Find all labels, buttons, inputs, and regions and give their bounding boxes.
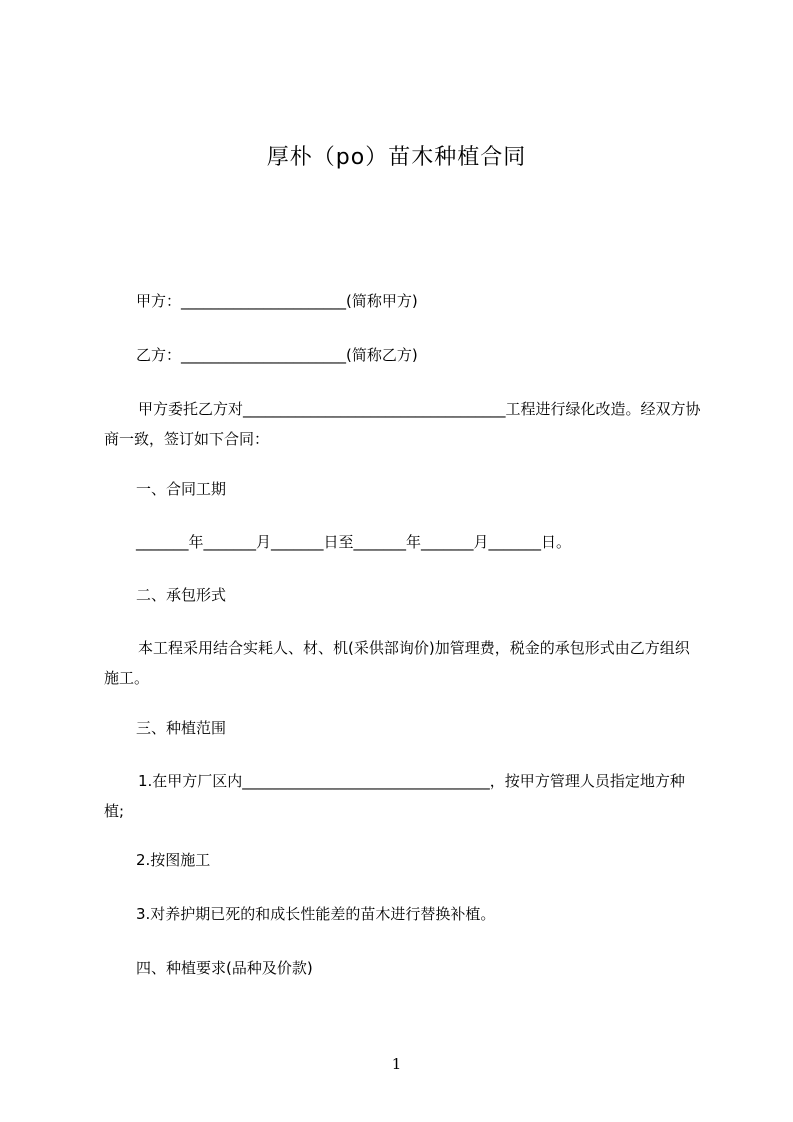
section4-heading: 四、种植要求(品种及价款)	[136, 959, 313, 977]
document-title: 厚朴（po）苗木种植合同	[266, 145, 527, 170]
contract-period-line: _______年_______月_______日至_______年_______月_______日。	[136, 533, 572, 551]
section1-heading: 一、合同工期	[136, 480, 227, 498]
planting-scope-item-3: 3.对养护期已死的和成长性能差的苗木进行替换补植。	[136, 905, 496, 923]
party-b-line: 乙方：______________________(简称乙方)	[136, 346, 418, 364]
contract-form-paragraph: 本工程采用结合实耗人、材、机(采供部询价)加管理费，税金的承包形式由乙方组织施工。	[104, 639, 690, 687]
page-number: 1	[391, 1055, 402, 1073]
intro-paragraph: 甲方委托乙方对___________________________________工程进行绿化改造。经双方协商一致，签订如下合同：	[104, 400, 701, 448]
section3-heading: 三、种植范围	[136, 719, 227, 737]
party-a-line: 甲方：______________________(简称甲方)	[136, 292, 418, 310]
section2-heading: 二、承包形式	[136, 586, 227, 604]
planting-scope-item-2: 2.按图施工	[136, 851, 211, 869]
planting-scope-item-1: 1.在甲方厂区内_________________________________，按甲方管理人员指定地方种植;	[104, 772, 685, 820]
